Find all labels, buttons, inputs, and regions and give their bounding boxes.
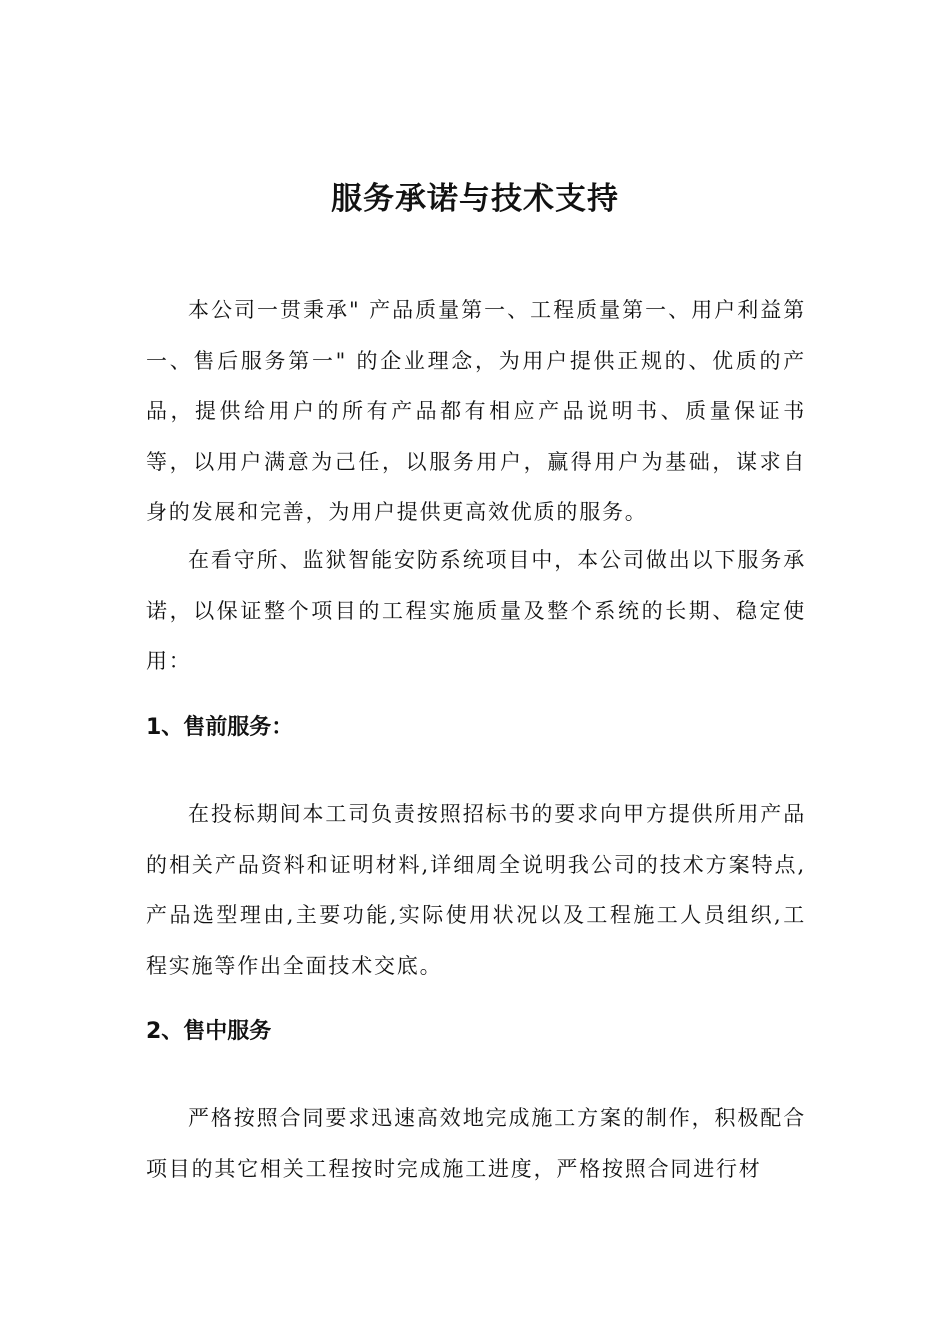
section-heading-insale: 2、售中服务 — [146, 1019, 272, 1044]
intro-paragraph-1: 本公司一贯秉承" 产品质量第一、工程质量第一、用户利益第一、售后服务第一" 的企业理念，为用户提供正规的、优质的产品，提供给用户的所有产品都有相应产品说明书、质量保证书等，以用户满意为己任，以服务用户，赢得用户为基础，谋求自身的发展和完善，为用户提供更高效优质的服务。 — [146, 298, 806, 524]
section-body-insale: 严格按照合同要求迅速高效地完成施工方案的制作，积极配合项目的其它相关工程按时完成施工进度，严格按照合同进行材 — [146, 1106, 806, 1181]
intro-paragraph-2: 在看守所、监狱智能安防系统项目中，本公司做出以下服务承诺，以保证整个项目的工程实施质量及整个系统的长期、稳定使用： — [146, 548, 806, 673]
section-heading-presale: 1、售前服务： — [146, 715, 294, 740]
section-body-presale: 在投标期间本工司负责按照招标书的要求向甲方提供所用产品的相关产品资料和证明材料,详细周全说明我公司的技术方案特点,产品选型理由,主要功能,实际使用状况以及工程施工人员组织,工程实施等作出全面技术交底。 — [146, 802, 806, 978]
document-title: 服务承诺与技术支持 — [331, 180, 619, 217]
